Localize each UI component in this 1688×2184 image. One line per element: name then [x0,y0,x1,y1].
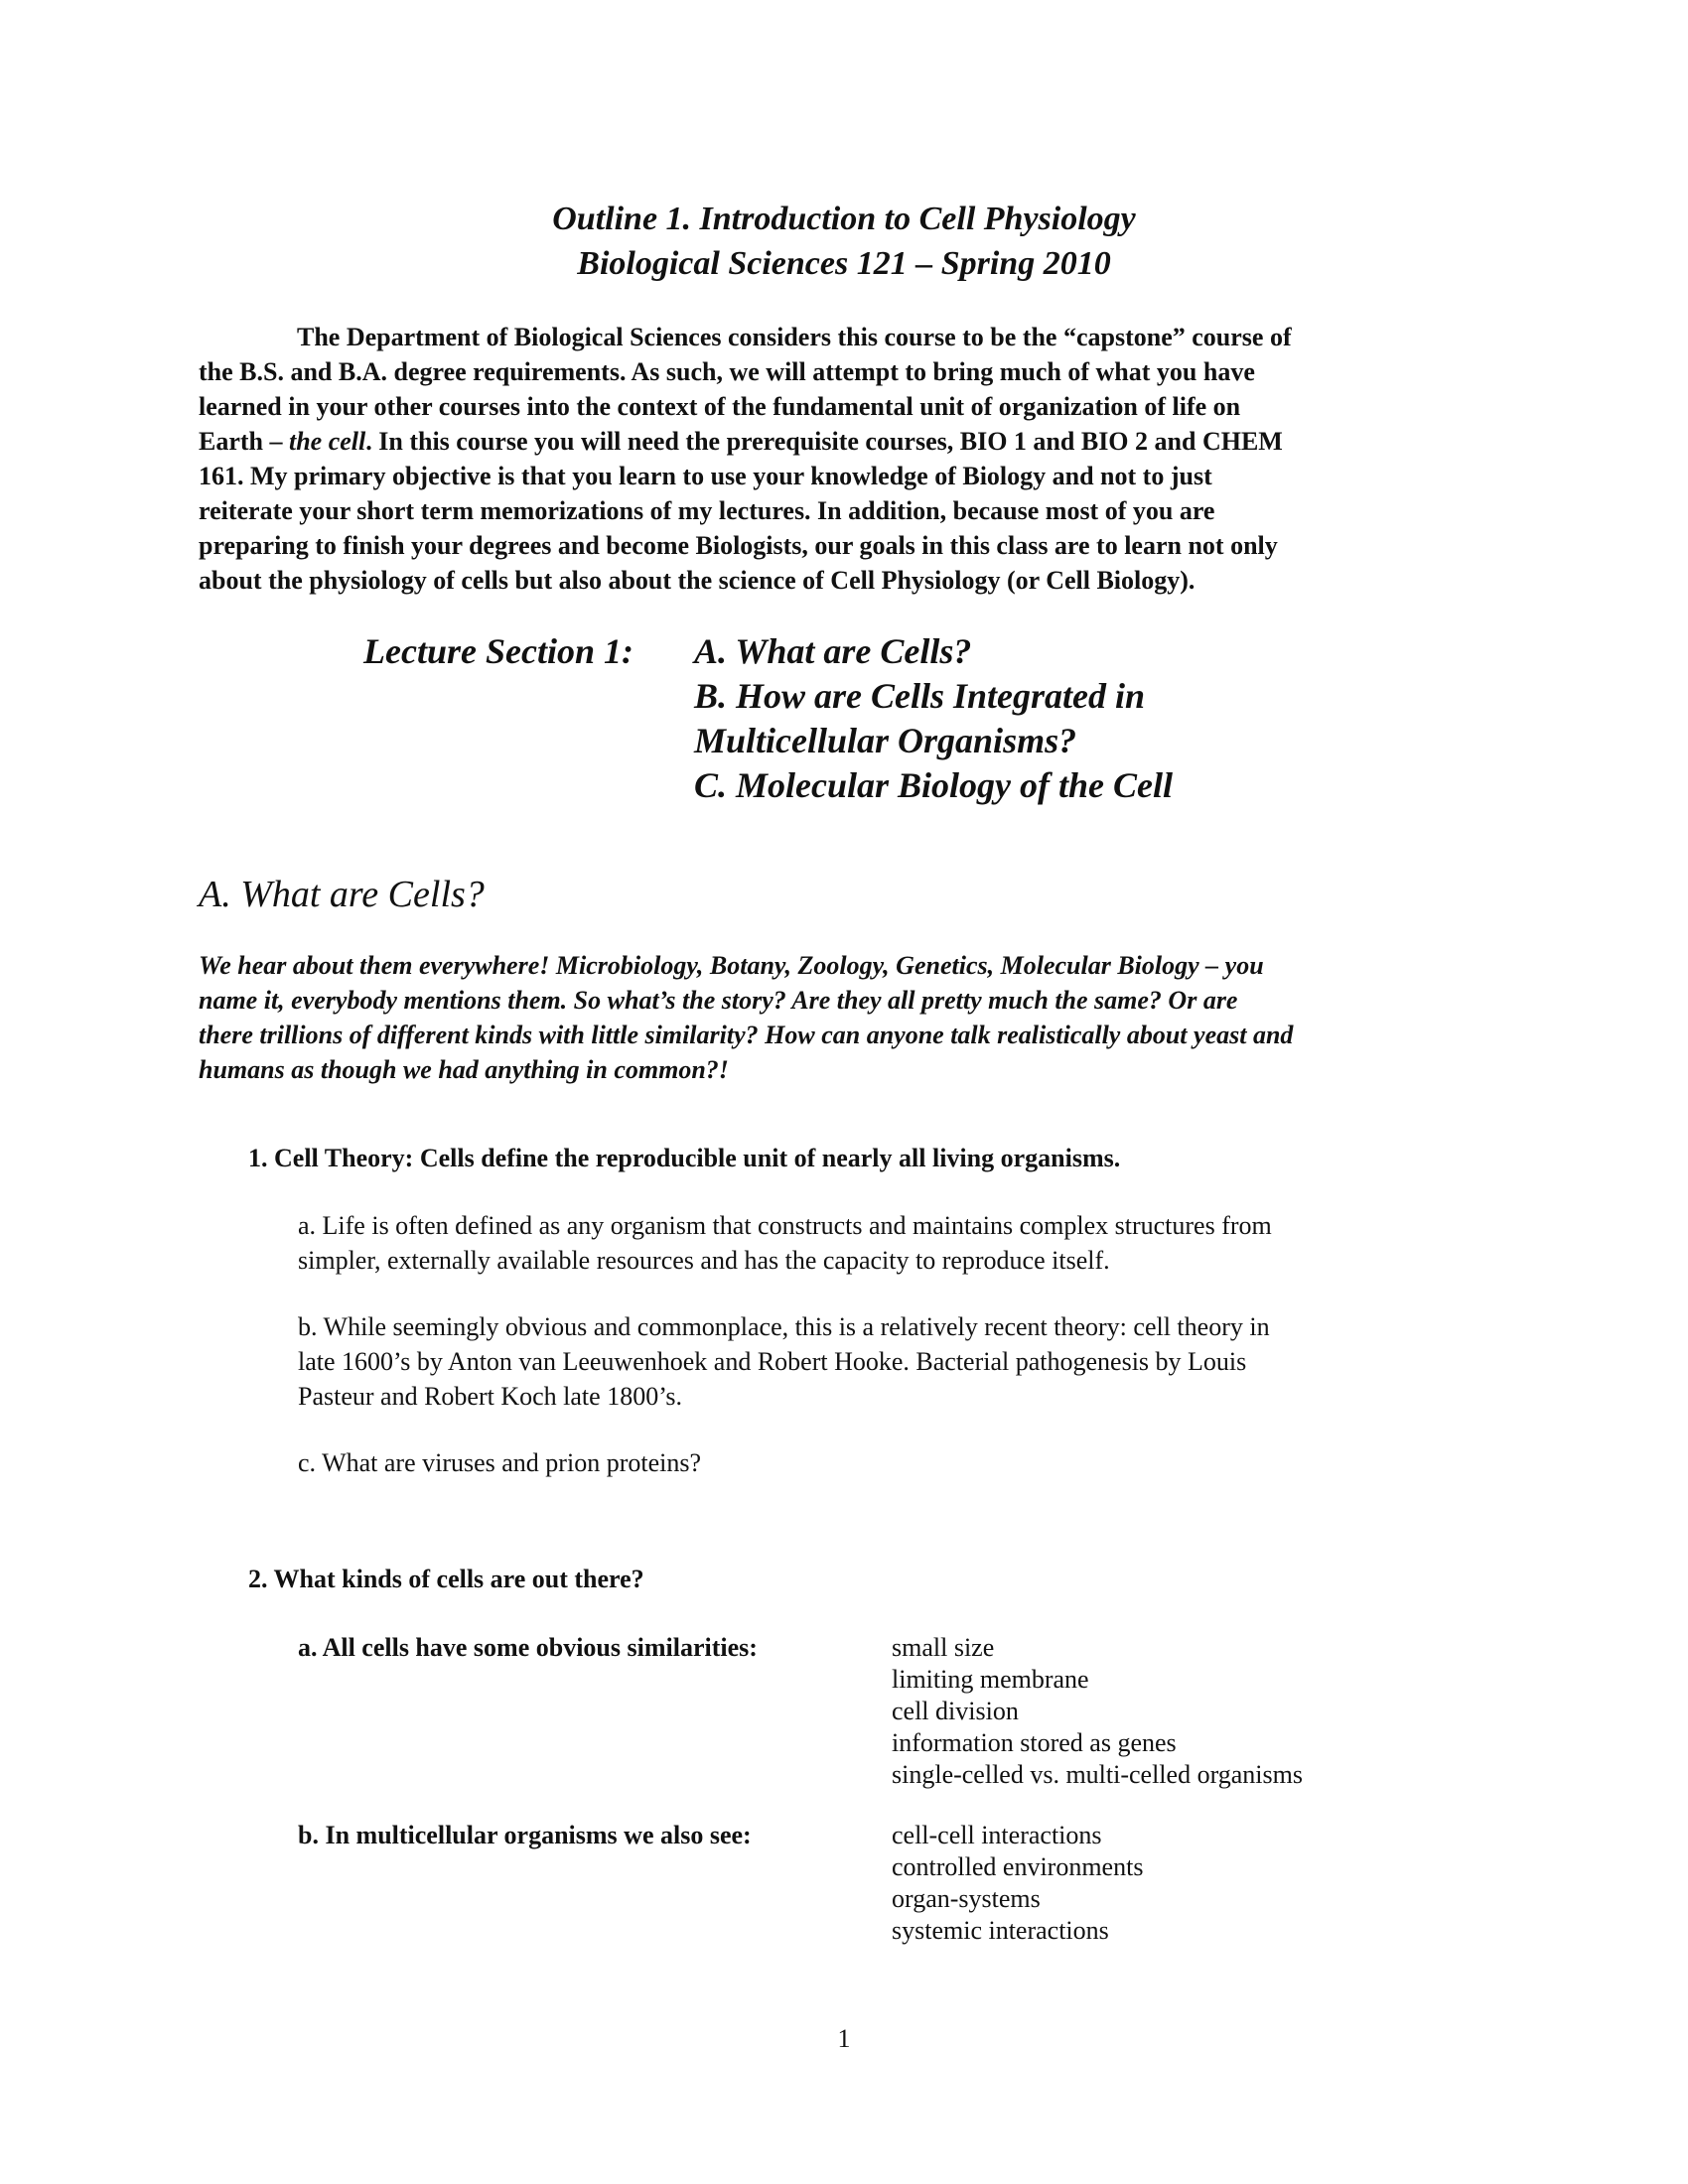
lecture-item: B. How are Cells Integrated in [694,676,1146,716]
intro-line-4-start: Earth – [199,427,289,456]
intro-line: The Department of Biological Sciences considers this course to be the “capstone” course of [297,323,1292,351]
intro-line-4-rest: . In this course you will need the prerequisite courses, BIO 1 and BIO 2 and CHEM [365,427,1283,456]
paragraph-line: b. While seemingly obvious and commonplace, this is a relatively recent theory: cell theory in [298,1312,1270,1341]
list-item: cell division [892,1697,1019,1725]
list-item: information stored as genes [892,1728,1177,1757]
paragraph-line: simpler, externally available resources and has the capacity to reproduce itself. [298,1246,1110,1275]
teaser-line: humans as though we had anything in common?! [199,1055,729,1084]
intro-line [199,424,1489,459]
item-2b-label: b. In multicellular organisms we also see: [298,1821,752,1849]
intro-line: the B.S. and B.A. degree requirements. As such, we will attempt to bring much of what you have [199,357,1255,386]
list-item: single-celled vs. multi-celled organisms [892,1760,1303,1789]
item-1-heading: 1. Cell Theory: Cells define the reproducible unit of nearly all living organisms. [248,1144,1121,1172]
lecture-item: Multicellular Organisms? [694,721,1077,760]
item-1c-paragraph [298,1445,701,1480]
item-2a-label: a. All cells have some obvious similarities: [298,1633,758,1662]
paragraph-line: c. What are viruses and prion proteins? [298,1448,701,1477]
intro-line: reiterate your short term memorizations of my lectures. In addition, because most of you are [199,496,1215,525]
teaser-line: name it, everybody mentions them. So what’s the story? Are they all pretty much the same? Or are [199,986,1238,1015]
lecture-section-label: Lecture Section 1: [363,631,633,671]
lecture-section-items [694,629,1173,808]
list-item: organ-systems [892,1884,1041,1913]
lecture-item: C. Molecular Biology of the Cell [694,765,1173,805]
section-a-heading: A. What are Cells? [199,874,485,915]
item-1b-paragraph [298,1309,1270,1414]
title-line-1: Outline 1. Introduction to Cell Physiology [552,201,1136,237]
lecture-item: A. What are Cells? [694,631,972,671]
intro-line: learned in your other courses into the context of the fundamental unit of organization of life on [199,392,1241,421]
section-a-teaser [199,948,1293,1087]
item-2a-list [892,1632,1303,1791]
teaser-line: there trillions of different kinds with little similarity? How can anyone talk realistically about yeast and [199,1021,1294,1049]
paragraph-line: late 1600’s by Anton van Leeuwenhoek and Robert Hooke. Bacterial pathogenesis by Louis [298,1347,1247,1376]
paragraph-line: Pasteur and Robert Koch late 1800’s. [298,1382,683,1411]
intro-line: 161. My primary objective is that you learn to use your knowledge of Biology and not to just [199,462,1212,490]
paragraph-line: a. Life is often defined as any organism that constructs and maintains complex structures from [298,1211,1272,1240]
list-item: small size [892,1633,995,1662]
intro-emphasis: the cell [289,427,366,456]
intro-line: preparing to finish your degrees and become Biologists, our goals in this class are to learn not only [199,531,1278,560]
teaser-line: We hear about them everywhere! Microbiology, Botany, Zoology, Genetics, Molecular Biology – you [199,951,1264,980]
intro-line: about the physiology of cells but also about the science of Cell Physiology (or Cell Biology). [199,566,1196,595]
list-item: cell-cell interactions [892,1821,1102,1849]
intro-paragraph [199,320,1489,598]
list-item: systemic interactions [892,1916,1109,1945]
document-title [0,197,1688,286]
list-item: limiting membrane [892,1665,1089,1694]
item-2-heading: 2. What kinds of cells are out there? [248,1565,644,1593]
item-1a-paragraph [298,1208,1272,1278]
list-item: controlled environments [892,1852,1144,1881]
item-2b-list [892,1820,1143,1947]
title-line-2: Biological Sciences 121 – Spring 2010 [577,245,1111,282]
page-number: 1 [837,2024,851,2053]
